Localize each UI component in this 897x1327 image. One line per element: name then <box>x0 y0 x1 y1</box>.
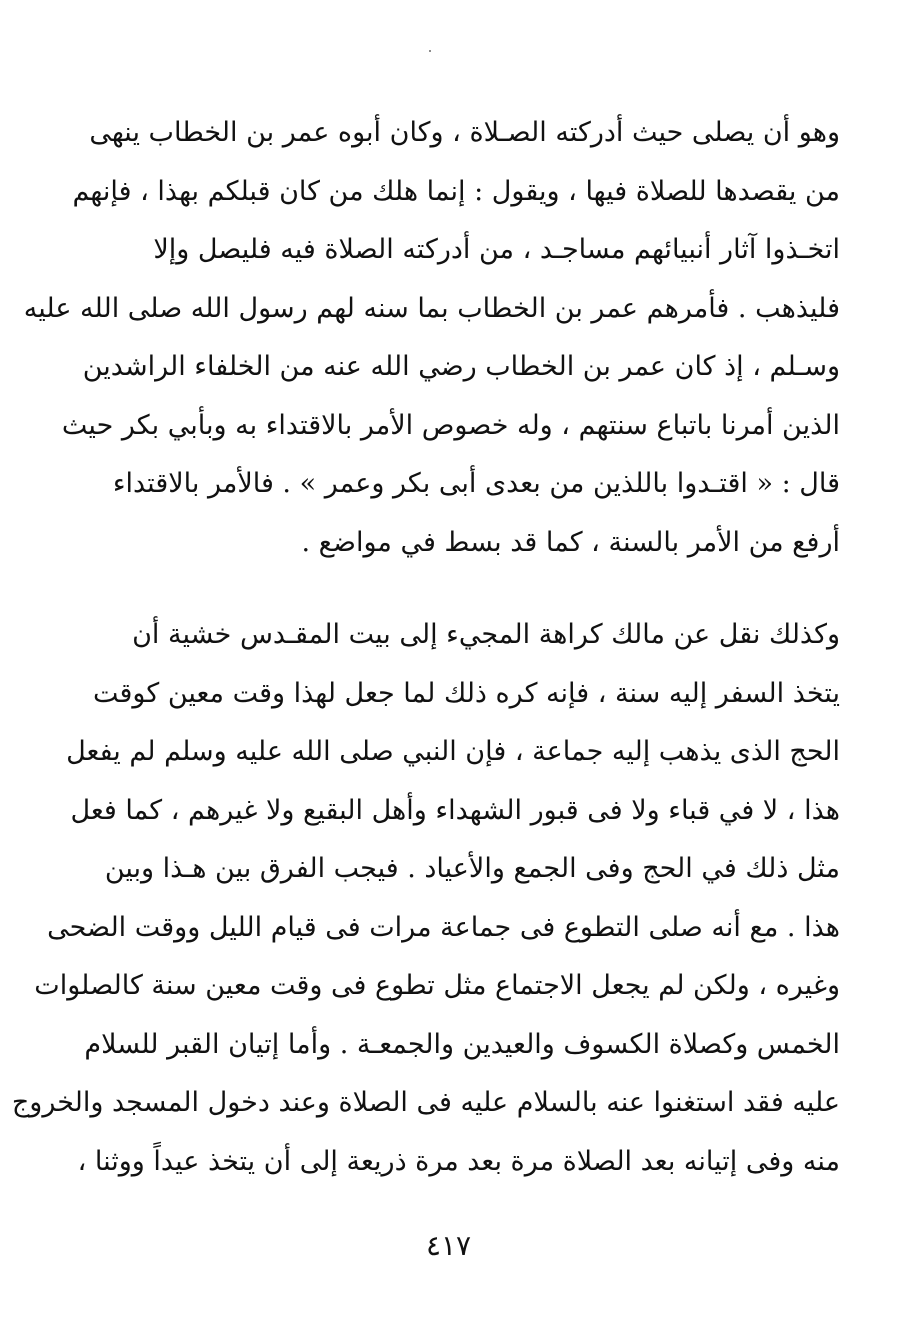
text-line: وهو أن يصلى حيث أدركته الصـلاة ، وكان أبوه عمر بن الخطاب ينهى <box>89 117 840 148</box>
text-line: أرفع من الأمر بالسنة ، كما قد بسط في مواضع . <box>301 526 840 558</box>
text-line: اتخـذوا آثار أنبيائهم مساجـد ، من أدركته الصلاة فيه فليصل وإلا <box>153 234 840 265</box>
text-line: هذا . مع أنه صلى التطوع فى جماعة مرات فى قيام الليل ووقت الضحى <box>47 911 840 943</box>
text-line: وكذلك نقل عن مالك كراهة المجيء إلى بيت المقـدس خشية أن <box>132 619 840 650</box>
text-line: فليذهب . فأمرهم عمر بن الخطاب بما سنه لهم رسول الله صلى الله عليه <box>23 292 840 324</box>
text-line: من يقصدها للصلاة فيها ، ويقول : إنما هلك من كان قبلكم بهذا ، فإنهم <box>72 175 840 207</box>
text-line: عليه فقد استغنوا عنه بالسلام عليه فى الصلاة وعند دخول المسجد والخروج <box>11 1087 840 1118</box>
text-line: منه وفى إتيانه بعد الصلاة مرة بعد مرة ذريعة إلى أن يتخذ عيداً ووثنا ، <box>77 1145 840 1177</box>
text-line: الحج الذى يذهب إليه جماعة ، فإن النبي صلى الله عليه وسلم لم يفعل <box>66 736 840 767</box>
scan-speck <box>429 50 431 52</box>
page-number: ٤١٧ <box>425 1229 472 1262</box>
paragraph-2 <box>11 606 840 1191</box>
text-line: هذا ، لا في قباء ولا فى قبور الشهداء وأهل البقيع ولا غيرهم ، كما فعل <box>70 794 840 826</box>
text-line: وغيره ، ولكن لم يجعل الاجتماع مثل تطوع فى وقت معين سنة كالصلوات <box>34 970 840 1001</box>
text-line: يتخذ السفر إليه سنة ، فإنه كره ذلك لما جعل لهذا وقت معين كوقت <box>93 677 840 709</box>
text-line: وسـلم ، إذ كان عمر بن الخطاب رضي الله عنه من الخلفاء الراشدين <box>82 351 840 382</box>
paragraph-1 <box>23 104 840 572</box>
text-line: الذين أمرنا باتباع سنتهم ، وله خصوص الأمر بالاقتداء به وبأبي بكر حيث <box>61 409 840 441</box>
text-line: الخمس وكصلاة الكسوف والعيدين والجمعـة . وأما إتيان القبر للسلام <box>84 1028 840 1060</box>
text-line: مثل ذلك في الحج وفى الجمع والأعياد . فيجب الفرق بين هـذا وبين <box>104 853 840 884</box>
text-line: قال : « اقتـدوا باللذين من بعدى أبى بكر وعمر » . فالأمر بالاقتداء <box>112 468 840 499</box>
